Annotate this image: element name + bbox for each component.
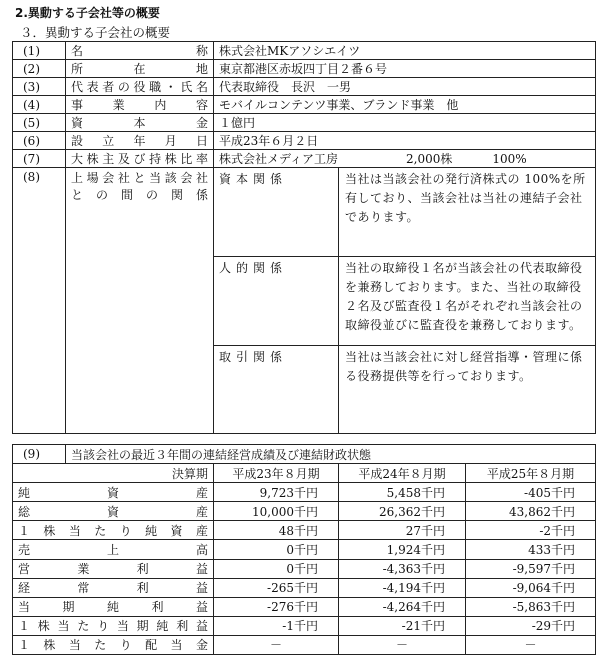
metric-value: 27千円 <box>339 521 466 540</box>
table-row <box>13 616 596 635</box>
row-label: 大株主及び持株比率 <box>66 150 214 168</box>
metric-value: -405千円 <box>466 483 596 502</box>
table-row <box>13 60 596 78</box>
shareholder-ratio: 100% <box>492 152 527 166</box>
table-row <box>13 96 596 114</box>
relationship-type: 人的関係 <box>214 257 339 346</box>
table-row <box>13 132 596 150</box>
table-row <box>13 445 596 464</box>
row-value: 株式会社MKアソシエイツ <box>214 42 596 60</box>
metric-value: 0千円 <box>214 559 339 578</box>
section-heading: 2.異動する子会社等の概要 <box>15 6 160 20</box>
table-row <box>13 540 596 559</box>
metric-value: -4,363千円 <box>339 559 466 578</box>
relationship-text: 当社の取締役１名が当該会社の代表取締役を兼務しております。また、当社の取締役２名及び監査役１名がそれぞれ当該会社の取締役並びに監査役を兼務しております。 <box>339 257 596 346</box>
row-label: 名称 <box>66 42 214 60</box>
metric-value: -9,597千円 <box>466 559 596 578</box>
row-value <box>214 150 596 168</box>
row-label <box>66 168 214 434</box>
relationship-type: 資本関係 <box>214 168 339 257</box>
row-number: (2) <box>13 60 66 78</box>
header-row <box>13 464 596 483</box>
row-number: (6) <box>13 132 66 150</box>
metric-label: 営業利益 <box>13 559 214 578</box>
relationship-text: 当社は当該会社の発行済株式の 100%を所有しており、当該会社は当社の連結子会社であります。 <box>339 168 596 257</box>
table-row <box>13 42 596 60</box>
metric-label: 経常利益 <box>13 578 214 597</box>
metric-value: 48千円 <box>214 521 339 540</box>
metric-label: 純資産 <box>13 483 214 502</box>
row-value: 代表取締役 長沢 一男 <box>214 78 596 96</box>
metric-label: 当期純利益 <box>13 597 214 616</box>
table-row <box>13 502 596 521</box>
metric-value: -1千円 <box>214 616 339 635</box>
row-label: 所在地 <box>66 60 214 78</box>
row-label: 事業内容 <box>66 96 214 114</box>
metric-value: － <box>214 635 339 654</box>
metric-value: -4,194千円 <box>339 578 466 597</box>
shareholder-shares: 2,000株 <box>406 152 453 166</box>
table-row <box>13 78 596 96</box>
metric-value: -276千円 <box>214 597 339 616</box>
table-row <box>13 597 596 616</box>
metric-value: 5,458千円 <box>339 483 466 502</box>
period-header: 平成24年８月期 <box>339 464 466 483</box>
metric-value: 43,862千円 <box>466 502 596 521</box>
metric-label: １株当たり純資産 <box>13 521 214 540</box>
metric-label: １株当たり当期純利益 <box>13 616 214 635</box>
table-row <box>13 521 596 540</box>
table-row <box>13 635 596 654</box>
row-number: (3) <box>13 78 66 96</box>
row-label: 設立年月日 <box>66 132 214 150</box>
metric-value: 10,000千円 <box>214 502 339 521</box>
row-number: (4) <box>13 96 66 114</box>
row-label: 資本金 <box>66 114 214 132</box>
table-row <box>13 150 596 168</box>
period-header: 平成23年８月期 <box>214 464 339 483</box>
relationship-label-line1: 上場会社と当該会社 <box>71 171 208 185</box>
metric-value: 433千円 <box>466 540 596 559</box>
metric-label: １株当たり配当金 <box>13 635 214 654</box>
table-row <box>13 168 596 257</box>
financials-table <box>12 444 596 655</box>
relationship-type: 取引関係 <box>214 346 339 434</box>
row-label: 代表者の役職・氏名 <box>66 78 214 96</box>
metric-value: -4,264千円 <box>339 597 466 616</box>
metric-value: -2千円 <box>466 521 596 540</box>
metric-value: － <box>339 635 466 654</box>
table-row <box>13 483 596 502</box>
metric-value: 9,723千円 <box>214 483 339 502</box>
row-value: 平成23年６月２日 <box>214 132 596 150</box>
metric-value: -265千円 <box>214 578 339 597</box>
metric-value: -5,863千円 <box>466 597 596 616</box>
metric-value: -9,064千円 <box>466 578 596 597</box>
metric-value: 0千円 <box>214 540 339 559</box>
row-number: (9) <box>13 445 66 464</box>
metric-label: 総資産 <box>13 502 214 521</box>
table-row <box>13 559 596 578</box>
row-number: (5) <box>13 114 66 132</box>
row-value: １億円 <box>214 114 596 132</box>
shareholder-name: 株式会社メディア工房 <box>219 152 339 166</box>
subsection-heading: ３．異動する子会社の概要 <box>20 25 171 40</box>
relationship-label-line2: との間の関係 <box>71 188 208 202</box>
relationship-text: 当社は当該会社に対し経営指導・管理に係る役務提供等を行っております。 <box>339 346 596 434</box>
period-label: 決算期 <box>13 464 214 483</box>
metric-value: -21千円 <box>339 616 466 635</box>
table-row <box>13 578 596 597</box>
overview-table <box>12 41 596 434</box>
metric-value: 1,924千円 <box>339 540 466 559</box>
metric-value: 26,362千円 <box>339 502 466 521</box>
metric-value: － <box>466 635 596 654</box>
row-number: (7) <box>13 150 66 168</box>
row-value: モバイルコンテンツ事業、ブランド事業 他 <box>214 96 596 114</box>
metric-value: -29千円 <box>466 616 596 635</box>
row-number: (1) <box>13 42 66 60</box>
metric-label: 売上高 <box>13 540 214 559</box>
period-header: 平成25年８月期 <box>466 464 596 483</box>
financials-title: 当該会社の最近３年間の連結経営成績及び連結財政状態 <box>66 445 596 464</box>
row-value: 東京都港区赤坂四丁目２番６号 <box>214 60 596 78</box>
table-row <box>13 114 596 132</box>
row-number: (8) <box>13 168 66 434</box>
